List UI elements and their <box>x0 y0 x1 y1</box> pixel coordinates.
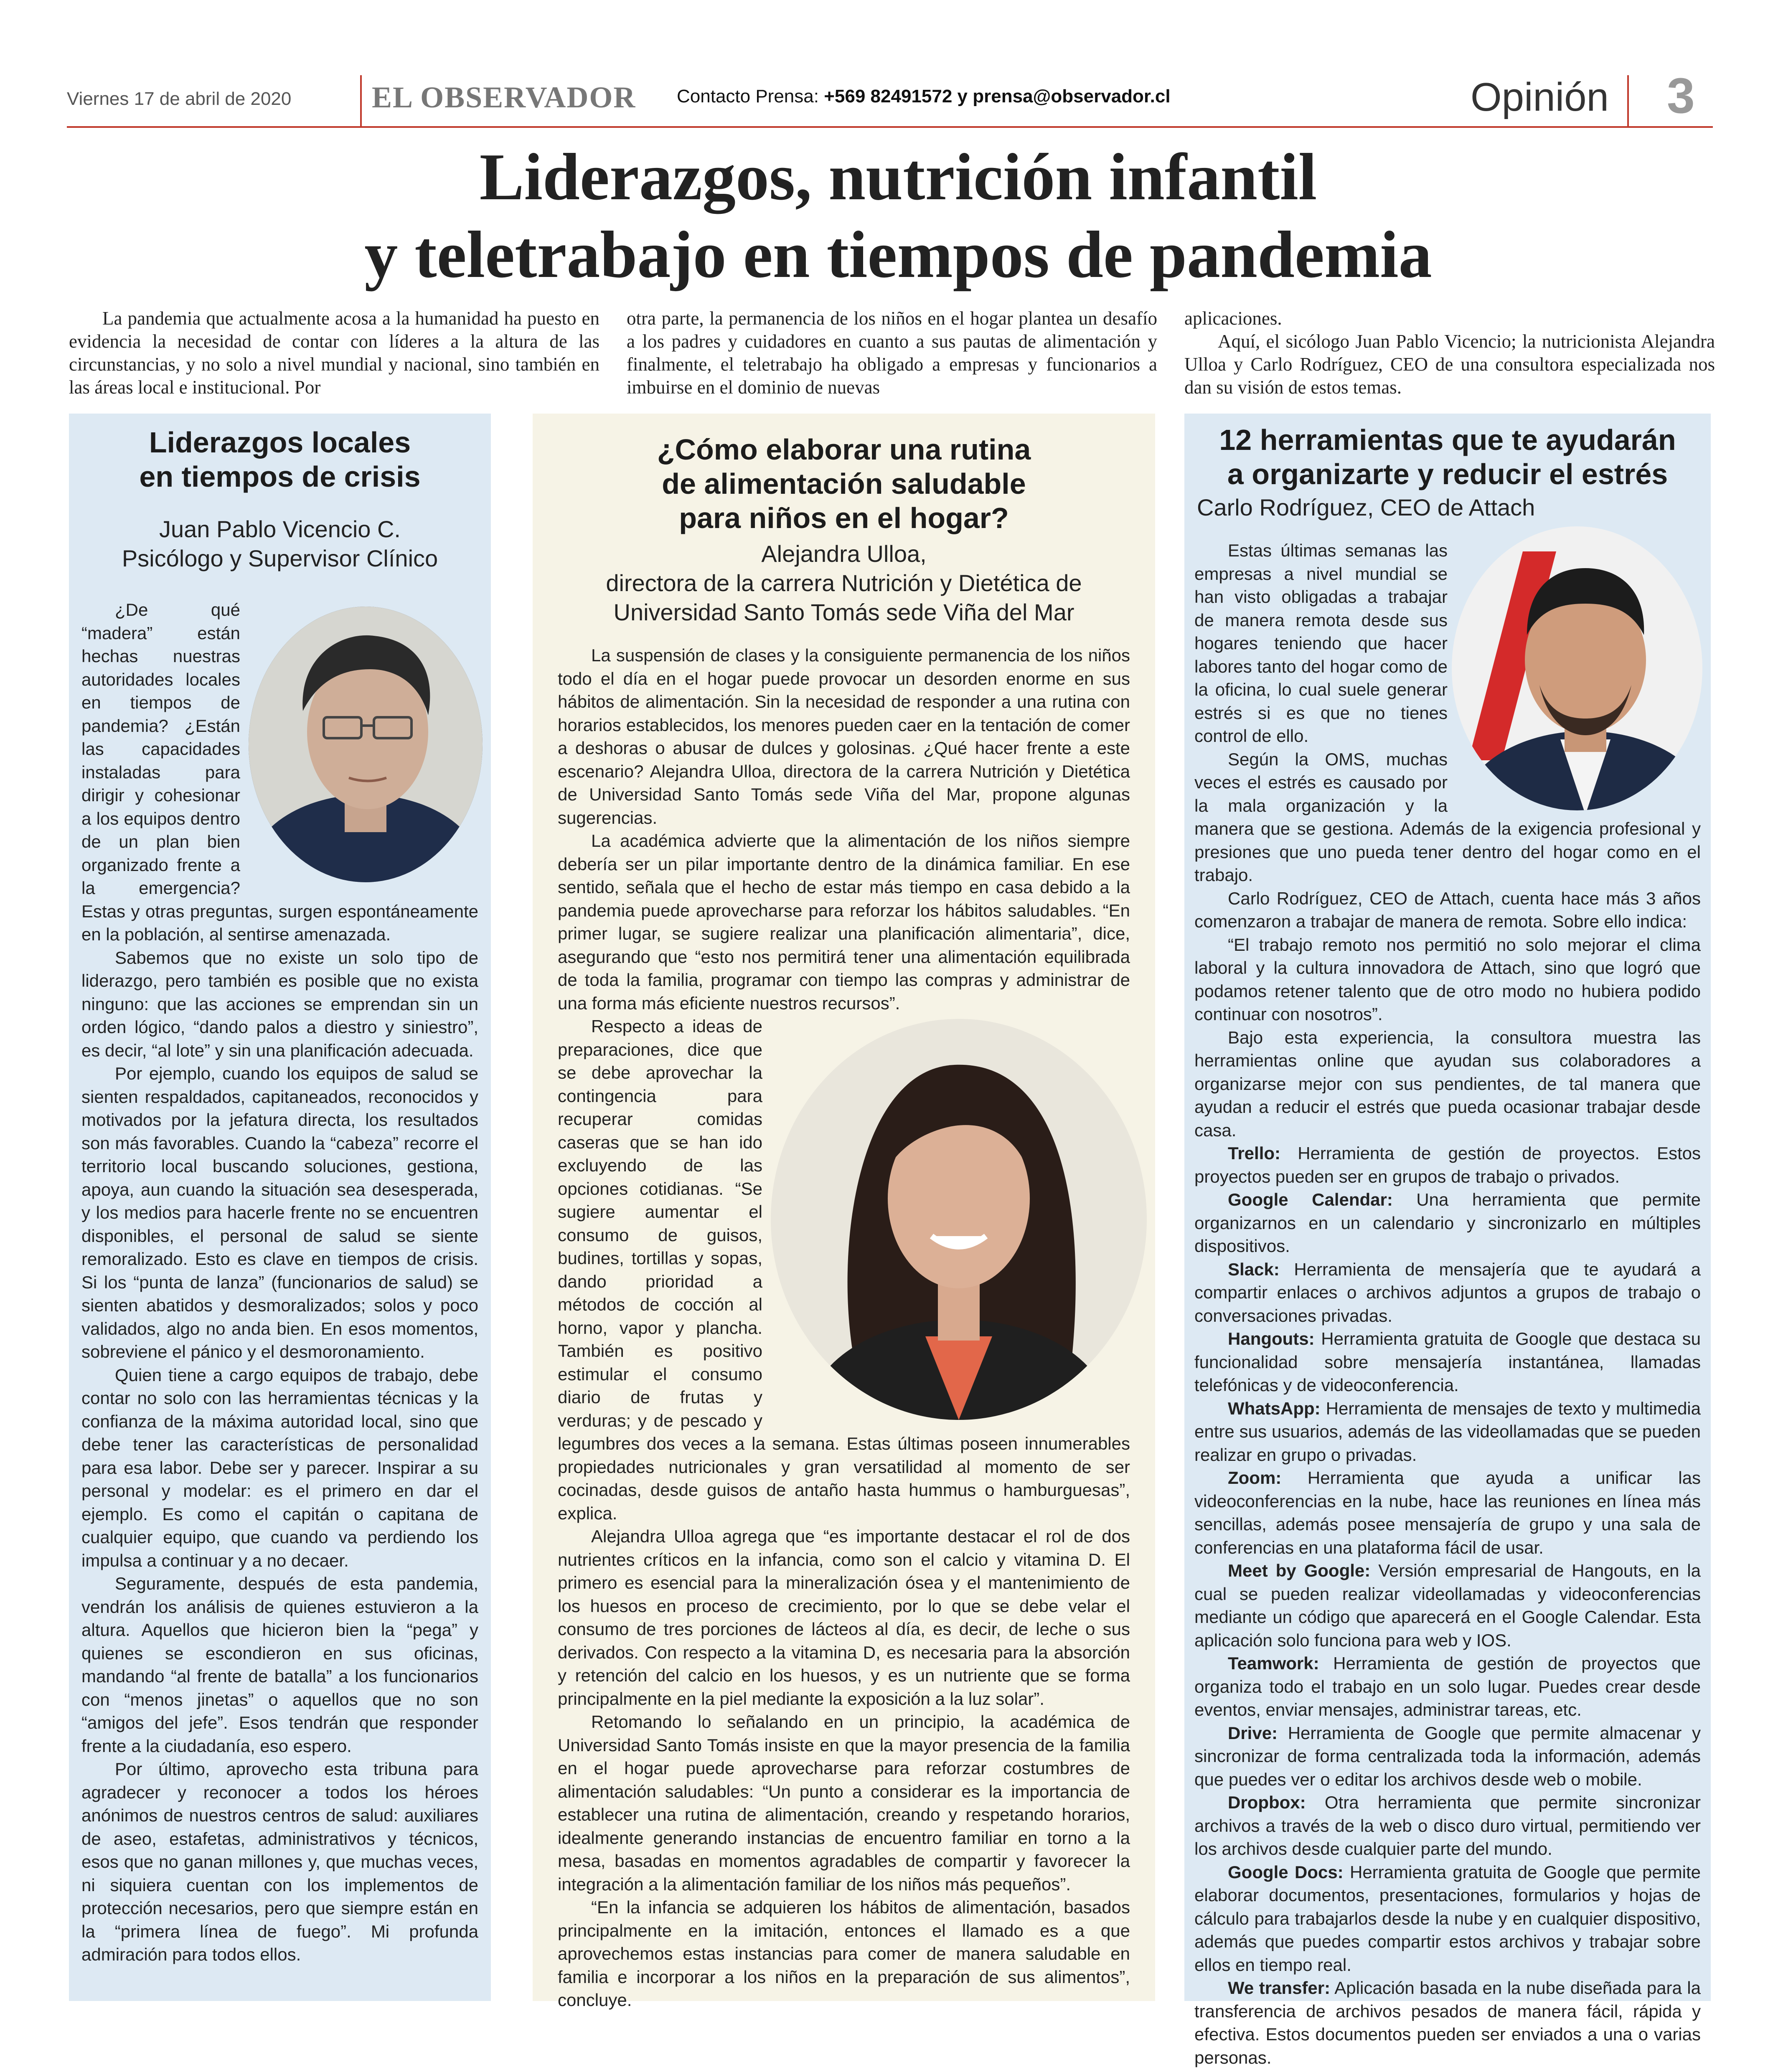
column-1-paragraph: Quien tiene a cargo equipos de trabajo, debe contar no solo con las herramientas técnicas y la confianza de la máxima autoridad local, sino que debe tener las características de personalidad para esa labor. Debe ser y parecer. Inspirar a su personal y modelar: es el primero en dar el ejemplo. Es como el capitán o capitana de cualquier equipo, que cuando va perdiendo los impulsa a continuar y a no decaer. <box>81 1365 478 1570</box>
tool-name: Teamwork: <box>1228 1653 1319 1673</box>
tool-item-slack <box>1194 1258 1701 1328</box>
masthead-divider <box>360 75 362 127</box>
tool-description: Herramienta de gestión de proyectos que organiza todo el trabajo en un solo lugar. Puedes crear desde eventos, enviar mensajes, administrar tareas, etc. <box>1194 1653 1701 1719</box>
column-tools <box>1184 414 1711 2067</box>
headline <box>292 138 1504 293</box>
tool-name: Hangouts: <box>1228 1329 1315 1348</box>
tool-description: Otra herramienta que permite sincronizar archivos a través de la web o disco duro virtual, permitiendo ver los archivos desde cualquier parte del mundo. <box>1194 1793 1701 1859</box>
column-1-author-role: Psicólogo y Supervisor Clínico <box>122 545 438 571</box>
page-number: 3 <box>1667 68 1695 124</box>
tool-name: Google Docs: <box>1228 1862 1344 1882</box>
tool-description: Herramienta de gestión de proyectos. Estos proyectos pueden ser en grupos de trabajo o privados. <box>1194 1143 1701 1186</box>
tool-description: Herramienta gratuita de Google que destaca su funcionalidad sobre mensajería instantánea, llamadas telefónicas y de videoconferencia. <box>1194 1329 1701 1395</box>
press-contact <box>677 86 1171 107</box>
tool-item-trello <box>1194 1142 1701 1188</box>
column-2-author-name: Alejandra Ulloa, <box>761 541 927 567</box>
publication-name: EL OBSERVADOR <box>372 81 636 114</box>
column-3-title-line-1: 12 herramientas que te ayudarán <box>1219 424 1676 456</box>
issue-date: Viernes 17 de abril de 2020 <box>67 89 292 109</box>
column-1-title-line-1: Liderazgos locales <box>149 426 411 459</box>
tool-description: Aplicación basada en la nube diseñada para la transferencia de archivos pesados de manera fácil, rápida y efectiva. Estos documentos pueden ser enviados a una o varias personas. <box>1194 1978 1701 2067</box>
column-2-author-role-1: directora de la carrera Nutrición y Dietética de <box>606 570 1082 596</box>
tool-item-whatsapp <box>1194 1397 1701 1467</box>
press-contact-value: +569 82491572 y prensa@observador.cl <box>824 86 1171 107</box>
masthead-rule <box>67 126 1713 128</box>
tool-item-drive <box>1194 1722 1701 1791</box>
tool-item-google-docs <box>1194 1861 1701 1977</box>
column-1-author-name: Juan Pablo Vicencio C. <box>159 516 401 542</box>
portrait-illustration <box>249 607 483 882</box>
column-3-paragraph: Bajo esta experiencia, la consultora muestra las herramientas online que ayudan sus colaboradores a organizarse mejor con sus pendientes, de tal manera que ayudan a reducir el estrés que pueda ocasionar trabajar desde casa. <box>1194 1027 1701 1140</box>
tool-name: Meet by Google: <box>1228 1561 1371 1580</box>
column-2-title <box>533 432 1155 535</box>
press-contact-label: Contacto Prensa: <box>677 86 819 107</box>
column-nutrition <box>533 414 1155 2010</box>
tool-item-teamwork <box>1194 1652 1701 1722</box>
column-3-paragraph: Según la OMS, muchas veces el estrés es causado por la mala organización y la manera que se gestiona. Además de la exigencia profesional y presiones que uno pueda tener dentro del hogar como en el trabajo. <box>1194 749 1701 885</box>
column-2-title-line-2: de alimentación saludable <box>662 467 1026 500</box>
intro-col-1: La pandemia que actualmente acosa a la humanidad ha puesto en evidencia la necesidad de contar con líderes a la altura de las circunstancias, y no solo a nivel mundial y nacional, sino también en las áreas local e institucional. Por <box>69 308 599 398</box>
column-1-paragraph: Por último, aprovecho esta tribuna para agradecer y reconocer a todos los héroes anónimos de nuestros centros de salud: auxiliares de aseo, estafetas, administrativos y técnicos, esos que no ganan millones y, que muchas veces, ni siquiera cuentan con los implementos de protección necesarios, pero que siempre están en la “primera línea de fuego”. Mi profunda admiración para todos ellos. <box>81 1759 478 1964</box>
intro-col-3-b: Aquí, el sicólogo Juan Pablo Vicencio; la nutricionista Alejandra Ulloa y Carlo Rodríguez, CEO de una consultora especializada nos dan su visión de estos temas. <box>1184 331 1715 398</box>
column-1-paragraph: Seguramente, después de esta pandemia, vendrán los análisis de quienes estuvieron a la altura. Aquellos que hicieron bien la “pega” y quienes se escondieron en sus oficinas, mandando “al frente de batalla” a los funcionarios con “menos jinetas” o aquellos que no son “amigos del jefe”. Esos tendrán que responder frente a la ciudadanía, eso espero. <box>81 1574 478 1756</box>
tool-item-dropbox <box>1194 1791 1701 1861</box>
column-2-paragraph: La suspensión de clases y la consiguiente permanencia de los niños todo el día en el hogar puede provocar un desorden enorme en sus hábitos de alimentación. Sin la necesidad de responder a una rutina con horarios establecidos, los menores pueden caer en la tentación de comer a deshoras o abusar de dulces y golosinas. ¿Qué hacer frente a este escenario? Alejandra Ulloa, directora de la carrera Nutrición y Dietética de Universidad Santo Tomás sede Viña del Mar, propone algunas sugerencias. <box>558 645 1130 828</box>
column-2-title-line-3: para niños en el hogar? <box>679 502 1009 534</box>
tool-name: Drive: <box>1228 1723 1278 1743</box>
tool-item-wetransfer <box>1194 1976 1701 2069</box>
column-2-title-line-1: ¿Cómo elaborar una rutina <box>657 433 1031 466</box>
author-photo-ulloa <box>771 1019 1147 1420</box>
headline-line-2: y teletrabajo en tiempos de pandemia <box>364 217 1432 292</box>
tool-name: Dropbox: <box>1228 1793 1306 1812</box>
author-photo-vicencio <box>249 607 483 882</box>
column-3-paragraph: Estas últimas semanas las empresas a nivel mundial se han visto obligadas a trabajar de manera remota desde sus hogares teniendo que hacer labores tanto del hogar como de la oficina, lo cual suele generar estrés si es que no tienes control de ello. <box>1194 541 1448 746</box>
column-1-title <box>69 425 491 494</box>
portrait-illustration <box>771 1019 1147 1420</box>
column-2-paragraph: Respecto a ideas de preparaciones, dice que se debe aprovechar la contingencia para recuperar comidas caseras que se han ido excluyendo de las opciones cotidianas. “Se sugiere aumentar el consumo de guisos, budines, tortillas y sopas, dando prioridad a métodos de cocción al horno, vapor y plancha. También es positivo estimular el consumo diario de frutas y verduras; y de pescado y legumbres dos veces a la semana. Estas últimas poseen innumerables propiedades nutricionales y gran versatilidad al momento de ser cocinadas, desde guisos de antaño hasta hummus o hamburguesas”, explica. <box>558 1016 1130 1523</box>
column-3-paragraph: Carlo Rodríguez, CEO de Attach, cuenta hace más 3 años comenzaron a trabajar de manera de remota. Sobre ello indica: <box>1194 888 1701 931</box>
tool-item-google-calendar <box>1194 1188 1701 1258</box>
tool-name: WhatsApp: <box>1228 1398 1321 1418</box>
column-2-body <box>533 627 1155 2012</box>
tool-description: Herramienta de Google que permite almacenar y sincronizar de forma centralizada toda la información, además que puedes ver o editar los archivos desde web o mobile. <box>1194 1723 1701 1789</box>
tool-name: We transfer: <box>1228 1978 1331 1998</box>
tool-name: Google Calendar: <box>1228 1190 1393 1209</box>
headline-line-1: Liderazgos, nutrición infantil <box>479 140 1317 214</box>
column-1-paragraph: Por ejemplo, cuando los equipos de salud se sienten respaldados, capitaneados, reconocidos y motivados por la jefatura directa, los resultados son más favorables. Cuando la “cabeza” recorre el territorio local buscando soluciones, gestiona, apoya, aun cuando la situación sea desesperada, y los medios para hacerle frente no se encuentren disponibles, el personal de salud se siente remoralizado. Esto es clave en tiempos de crisis. Si los “punta de lanza” (funcionarios de salud) se sienten abatidos y desmoralizados; solos y poco validados, algo no anda bien. En esos momentos, sobreviene el pánico y el desmoronamiento. <box>81 1064 478 1361</box>
column-2-paragraph: Alejandra Ulloa agrega que “es importante destacar el rol de dos nutrientes críticos en la infancia, como son el calcio y vitamina D. El primero es esencial para la mineralización ósea y el mantenimiento de los huesos en proceso de crecimiento, por lo que se debe velar el consumo de tres porciones de lácteos al día, es decir, de leche o sus derivados. Con respecto a la vitamina D, es necesaria para la absorción y retención del calcio en los huesos, y es un nutriente que se forma principalmente en la piel mediante la exposición a la luz solar”. <box>558 1526 1130 1709</box>
column-3-paragraph: “El trabajo remoto nos permitió no solo mejorar el clima laboral y la cultura innovadora de Attach, sino que logró que podamos retener talento que de otro modo no hubiera podido continuar con nosotros”. <box>1194 934 1701 1024</box>
column-1-title-line-2: en tiempos de crisis <box>139 460 421 493</box>
tool-description: Herramienta gratuita de Google que permite elaborar documentos, presentaciones, formularios y hojas de cálculo para trabajarlos desde la nube y en cualquier dispositivo, además que puedes compartir estos archivos y trabajar sobre ellos en tiempo real. <box>1194 1862 1701 1975</box>
intro-col-2: otra parte, la permanencia de los niños en el hogar plantea un desafío a los padres y cuidadores en cuanto a sus pautas de alimentación y finalmente, el teletrabajo ha obligado a empresas y funcionarios a imbuirse en el dominio de nuevas <box>627 308 1157 398</box>
portrait-illustration <box>1452 526 1702 810</box>
column-2-paragraph: La académica advierte que la alimentación de los niños siempre debería ser un pilar importante dentro de la dinámica familiar. En ese sentido, señala que el hecho de estar más tiempo en casa debido a la pandemia puede aprovecharse para reforzar los hábitos saludables. “En primer lugar, se sugiere realizar una planificación alimentaria”, dice, asegurando que “esto nos permitirá tener una alimentación equilibrada de toda la familia, programar con tiempo las compras y administrar de una forma más eficiente nuestros recursos”. <box>558 831 1130 1013</box>
section-divider <box>1627 75 1629 127</box>
column-2-author-role-2: Universidad Santo Tomás sede Viña del Mar <box>613 599 1075 625</box>
section-name: Opinión <box>1471 75 1609 119</box>
tool-name: Zoom: <box>1228 1468 1282 1488</box>
tool-description: Una herramienta que permite organizarnos en un calendario y sincronizarlo en múltiples dispositivos. <box>1194 1190 1701 1256</box>
column-2-author <box>533 539 1155 627</box>
column-1-paragraph: Sabemos que no existe un solo tipo de liderazgo, pero también es posible que no exista ninguno: que las acciones se emprendan sin un orden lógico, “dando palos a diestro y siniestro”, es decir, “al lote” y sin una planificación adecuada. <box>81 947 478 1060</box>
tool-item-zoom <box>1194 1466 1701 1559</box>
author-photo-rodriguez <box>1452 526 1702 810</box>
column-2-paragraph: “En la infancia se adquieren los hábitos de alimentación, basados principalmente en la imitación, entonces el llamado es a que aprovechemos estas instancias para comer de manera saludable en familia e incorporar a los niños en la preparación de sus alimentos”, concluye. <box>558 1897 1130 2010</box>
column-3-author: Carlo Rodríguez, CEO de Attach <box>1197 494 1535 521</box>
tool-name: Trello: <box>1228 1143 1281 1163</box>
column-leadership <box>69 414 491 2001</box>
intro-col-3-a: aplicaciones. <box>1184 308 1282 329</box>
column-1-author <box>69 515 491 573</box>
column-3-title <box>1184 423 1711 491</box>
column-3-title-line-2: a organizarte y reducir el estrés <box>1227 458 1668 490</box>
tool-item-hangouts <box>1194 1327 1701 1397</box>
column-1-paragraph: ¿De qué “madera” están hechas nuestras autoridades locales en tiempos de pandemia? ¿Están las capacidades instaladas para dirigir y cohesionar a los equipos dentro de un plan bien organizado frente a la emergencia? Estas y otras preguntas, surgen espontáneamente en la población, al sentirse amenazada. <box>81 600 478 944</box>
tool-description: Versión empresarial de Hangouts, en la cual se pueden realizar videollamadas y videoconferencias mediante un código que aparecerá en el Google Calendar. Esta aplicación solo funciona para web y IOS. <box>1194 1561 1701 1650</box>
tool-description: Herramienta de mensajes de texto y multimedia entre sus usuarios, además de las videollamadas que se pueden realizar en grupo o privadas. <box>1194 1398 1701 1465</box>
tool-item-meet <box>1194 1559 1701 1652</box>
tool-description: Herramienta de mensajería que te ayudará a compartir enlaces o archivos adjuntos a grupos de trabajo o conversaciones privadas. <box>1194 1259 1701 1325</box>
column-2-paragraph: Retomando lo señalando en un principio, la académica de Universidad Santo Tomás insiste en que la mayor presencia de la familia en el hogar puede aprovecharse para reforzar costumbres de alimentación saludables: “Un punto a considerar es la importancia de establecer una rutina de alimentación, creando y respetando horarios, idealmente generando instancias de encuentro familiar en torno a la mesa, basadas en momentos agradables de compartir y favorecer la integración a la alimentación familiar de los niños más pequeños”. <box>558 1712 1130 1894</box>
intro-col-3 <box>1184 307 1715 399</box>
tool-name: Slack: <box>1228 1259 1280 1279</box>
tool-description: Herramienta que ayuda a unificar las videoconferencias en la nube, hace las reuniones en línea más sencillas, además posee mensajería de grupo y una sala de conferencias en una plataforma fácil de usar. <box>1194 1468 1701 1557</box>
